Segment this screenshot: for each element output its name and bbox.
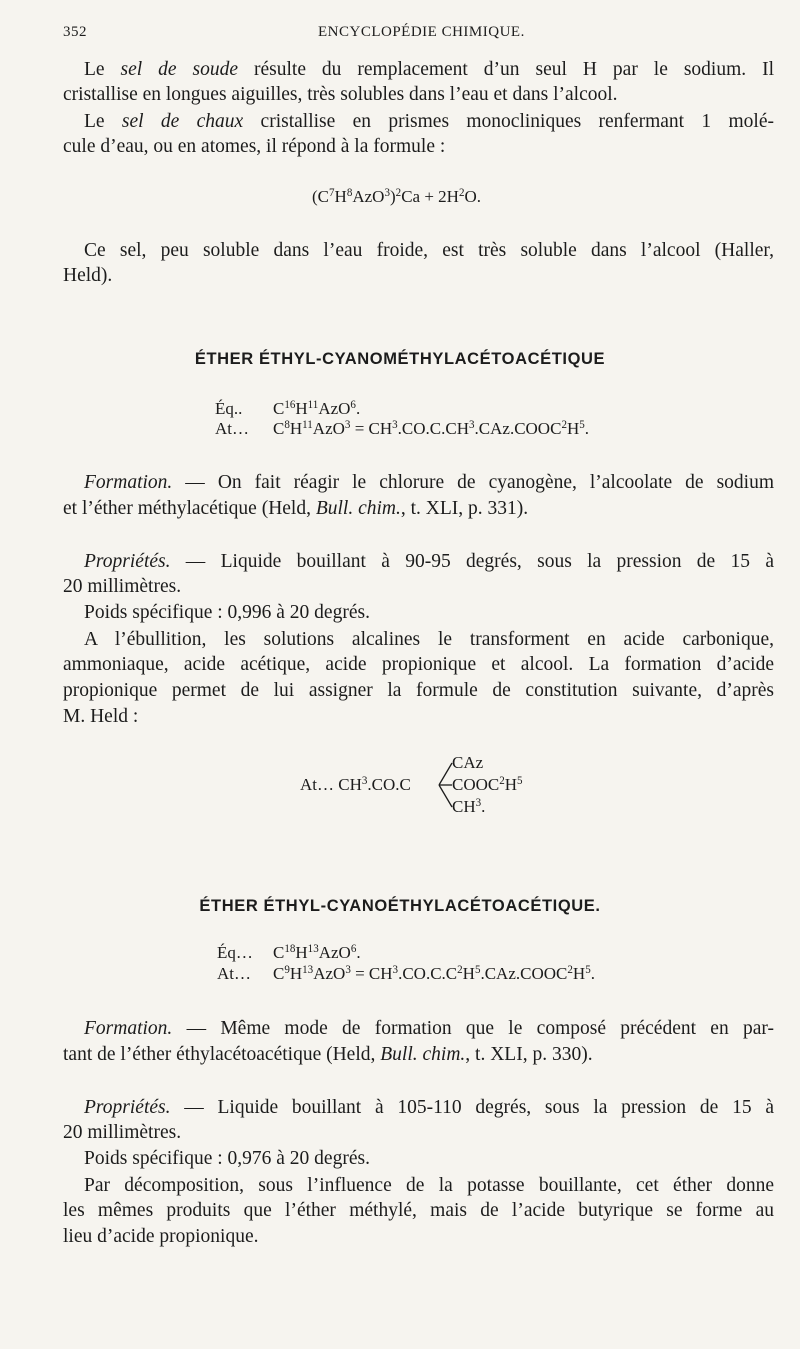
structure-main-chain: At… $CH^3.CO.C$ xyxy=(300,774,411,794)
section1-boil-line2: ammoniaque, acide acétique, acide propionique et alcool. La formation d’acide xyxy=(63,654,774,675)
section2-at-formula: $C^9H^{13}AzO^3$ = $CH^3.CO.C.C^2H^5.CAz.COOC^2H^5$. xyxy=(273,963,595,983)
section1-props-line1: Propriétés. — Liquide bouillant à 90-95 degrés, sous la pression de 15 à xyxy=(84,551,774,572)
section1-props-line2: 20 millimètres. xyxy=(63,576,182,597)
page-number: 352 xyxy=(63,24,87,40)
para2-line1: Le sel de chaux cristallise en prismes monocliniques renfermant 1 molé- xyxy=(84,111,774,132)
section1-boil-line4: M. Held : xyxy=(63,706,139,727)
section1-title: ÉTHER ÉTHYL-CYANOMÉTHYLACÉTOACÉTIQUE xyxy=(194,350,606,368)
section2-formation-line1: Formation. — Même mode de formation que le composé précédent en par- xyxy=(84,1018,774,1039)
formula-calcium-salt: $(C^7H^8AzO^3)^2Ca + 2H^2O$. xyxy=(312,186,481,206)
section1-at-formula: $C^8H^{11}AzO^3$ = $CH^3.CO.C.CH^3.CAz.COOC^2H^5$. xyxy=(273,418,590,438)
section2-eq-label: Éq… xyxy=(217,943,253,962)
para3-line2: Held). xyxy=(63,265,113,286)
section2-decomp-line2: les mêmes produits que l’éther méthylé, mais de l’acide butyrique se forme au xyxy=(63,1200,774,1221)
para1-line2: cristallise en longues aiguilles, très solubles dans l’eau et dans l’alcool. xyxy=(63,84,618,105)
running-title: ENCYCLOPÉDIE CHIMIQUE. xyxy=(318,24,525,40)
para3-line1: Ce sel, peu soluble dans l’eau froide, est très soluble dans l’alcool (Haller, xyxy=(84,240,774,261)
section2-title: ÉTHER ÉTHYL-CYANOÉTHYLACÉTOACÉTIQUE. xyxy=(199,897,601,915)
structure-bottom-group: $CH^3$. xyxy=(452,796,486,816)
para2-line2: cule d’eau, ou en atomes, il répond à la formule : xyxy=(63,136,446,157)
section2-eq-formula: $C^{18}H^{13}AzO^6$. xyxy=(273,942,361,962)
section1-eq-formula: $C^{16}H^{11}AzO^6$. xyxy=(273,398,361,418)
section1-formation-line2: et l’éther méthylacétique (Held, Bull. chim., t. XLI, p. 331). xyxy=(63,498,529,519)
section2-density: Poids spécifique : 0,976 à 20 degrés. xyxy=(84,1148,370,1169)
structure-middle-group: $COOC^2H^5$ xyxy=(452,774,523,794)
section2-props-line1: Propriétés. — Liquide bouillant à 105-110 degrés, sous la pression de 15 à xyxy=(84,1097,774,1118)
section2-decomp-line3: lieu d’acide propionique. xyxy=(63,1226,259,1247)
structure-bonds xyxy=(438,756,454,816)
section1-boil-line1: A l’ébullition, les solutions alcalines le transforment en acide carbonique, xyxy=(84,629,774,650)
section2-at-label: At… xyxy=(217,964,251,983)
para1-line1: Le sel de soude résulte du remplacement d’un seul H par le sodium. Il xyxy=(84,59,774,80)
structure-top-group: CAz xyxy=(452,753,484,772)
section2-decomp-line1: Par décomposition, sous l’influence de la potasse bouillante, cet éther donne xyxy=(84,1175,774,1196)
section1-at-label: At… xyxy=(215,419,249,438)
section2-formation-line2: tant de l’éther éthylacétoacétique (Held, Bull. chim., t. XLI, p. 330). xyxy=(63,1044,593,1065)
section2-props-line2: 20 millimètres. xyxy=(63,1122,182,1143)
section1-eq-label: Éq.. xyxy=(215,399,243,418)
section1-formation-line1: Formation. — On fait réagir le chlorure de cyanogène, l’alcoolate de sodium xyxy=(84,472,774,493)
section1-boil-line3: propionique permet de lui assigner la formule de constitution suivante, d’après xyxy=(63,680,774,701)
section1-density: Poids spécifique : 0,996 à 20 degrés. xyxy=(84,602,370,623)
